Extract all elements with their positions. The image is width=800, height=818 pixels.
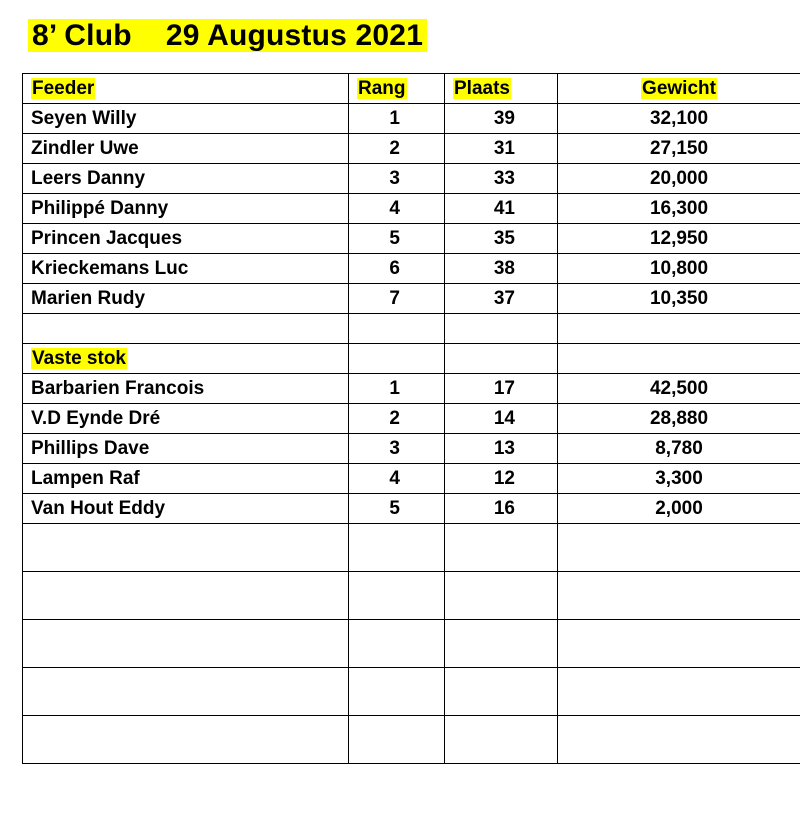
- rang-cell-text: 1: [389, 108, 400, 129]
- table-row: [23, 104, 800, 134]
- rang-cell-text: 7: [389, 288, 400, 309]
- plaats-cell: [445, 254, 558, 284]
- name-cell-text: Barbarien Francois: [31, 378, 205, 399]
- empty-row: [23, 524, 800, 572]
- rang-cell-text: 5: [389, 228, 400, 249]
- rang-cell-text: 3: [389, 438, 400, 459]
- name-cell-text: Seyen Willy: [31, 108, 137, 129]
- rang-cell-text: 2: [389, 138, 400, 159]
- name-cell: [23, 494, 349, 524]
- rang-cell-text: 5: [389, 498, 400, 519]
- rang-cell: [349, 572, 445, 620]
- rang-cell: [349, 104, 445, 134]
- gewicht-cell-text: 28,880: [649, 408, 709, 429]
- name-cell: [23, 524, 349, 572]
- section-label: [23, 344, 349, 374]
- plaats-cell-text: 31: [493, 138, 515, 159]
- name-cell: [23, 224, 349, 254]
- gewicht-cell-text: 32,100: [649, 108, 709, 129]
- rang-cell: [349, 716, 445, 764]
- name-cell: [23, 254, 349, 284]
- name-cell: [23, 164, 349, 194]
- name-cell: [23, 104, 349, 134]
- plaats-cell-text: 13: [493, 438, 515, 459]
- name-cell: [23, 716, 349, 764]
- gewicht-cell-text: 8,780: [655, 438, 703, 459]
- section-row: [23, 344, 800, 374]
- gewicht-cell: [558, 254, 800, 284]
- name-cell: [23, 572, 349, 620]
- page-title-text: 8’ Club 29 Augustus 2021: [28, 19, 427, 52]
- table-row: [23, 254, 800, 284]
- results-table: [22, 73, 800, 764]
- rang-cell: [349, 374, 445, 404]
- plaats-cell: [445, 134, 558, 164]
- gewicht-cell-text: 27,150: [649, 138, 709, 159]
- gewicht-cell-text: 42,500: [649, 378, 709, 399]
- gewicht-cell: [558, 434, 800, 464]
- gewicht-cell: [558, 134, 800, 164]
- rang-cell-text: 1: [389, 378, 400, 399]
- name-cell: [23, 464, 349, 494]
- gewicht-cell: [558, 224, 800, 254]
- header-plaats: [445, 74, 558, 104]
- plaats-cell-text: 38: [493, 258, 515, 279]
- gewicht-cell: [558, 104, 800, 134]
- name-cell-text: Leers Danny: [31, 168, 146, 189]
- plaats-cell: [445, 572, 558, 620]
- rang-cell: [349, 314, 445, 344]
- name-cell-text: Zindler Uwe: [31, 138, 139, 159]
- rang-cell: [349, 164, 445, 194]
- rang-cell: [349, 464, 445, 494]
- header-feeder-label: Feeder: [32, 78, 95, 99]
- gewicht-cell: [558, 716, 800, 764]
- rang-cell: [349, 224, 445, 254]
- empty-row: [23, 668, 800, 716]
- gewicht-cell-text: 12,950: [649, 228, 709, 249]
- plaats-cell-text: 14: [493, 408, 515, 429]
- gewicht-cell: [558, 524, 800, 572]
- plaats-cell-text: 39: [493, 108, 515, 129]
- gewicht-cell: [558, 374, 800, 404]
- plaats-cell: [445, 434, 558, 464]
- empty-row: [23, 716, 800, 764]
- plaats-cell-text: 17: [493, 378, 515, 399]
- gewicht-cell: [558, 194, 800, 224]
- gewicht-cell-text: 20,000: [649, 168, 709, 189]
- name-cell-text: V.D Eynde Dré: [31, 408, 161, 429]
- header-gewicht: [558, 74, 800, 104]
- empty-row: [23, 620, 800, 668]
- rang-cell: [349, 494, 445, 524]
- gewicht-cell: [558, 620, 800, 668]
- header-rang-label: Rang: [358, 78, 406, 99]
- gewicht-cell: [558, 464, 800, 494]
- plaats-cell: [445, 524, 558, 572]
- header-rang: [349, 74, 445, 104]
- table-row: [23, 464, 800, 494]
- table-row: [23, 494, 800, 524]
- name-cell-text: Philippé Danny: [31, 198, 169, 219]
- rang-cell: [349, 620, 445, 668]
- rang-cell: [349, 194, 445, 224]
- name-cell: [23, 374, 349, 404]
- name-cell-text: Van Hout Eddy: [31, 498, 166, 519]
- plaats-cell-text: 33: [493, 168, 515, 189]
- table-row: [23, 134, 800, 164]
- page-title: [28, 14, 427, 60]
- rang-cell-text: 2: [389, 408, 400, 429]
- name-cell-text: Lampen Raf: [31, 468, 140, 489]
- name-cell-text: Krieckemans Luc: [31, 258, 189, 279]
- plaats-cell-text: 12: [493, 468, 515, 489]
- table-row: [23, 164, 800, 194]
- name-cell-text: Princen Jacques: [31, 228, 183, 249]
- rang-cell-text: 4: [389, 198, 400, 219]
- plaats-cell: [445, 194, 558, 224]
- gewicht-cell: [558, 284, 800, 314]
- rang-cell: [349, 344, 445, 374]
- plaats-cell-text: 41: [493, 198, 515, 219]
- table-row: [23, 194, 800, 224]
- plaats-cell: [445, 314, 558, 344]
- name-cell-text: Phillips Dave: [31, 438, 150, 459]
- gewicht-cell: [558, 572, 800, 620]
- plaats-cell: [445, 716, 558, 764]
- name-cell: [23, 314, 349, 344]
- name-cell: [23, 620, 349, 668]
- gewicht-cell-text: 10,350: [649, 288, 709, 309]
- plaats-cell: [445, 374, 558, 404]
- gewicht-cell-text: 3,300: [655, 468, 703, 489]
- rang-cell: [349, 434, 445, 464]
- empty-row: [23, 314, 800, 344]
- rang-cell-text: 6: [389, 258, 400, 279]
- gewicht-cell-text: 10,800: [649, 258, 709, 279]
- rang-cell: [349, 524, 445, 572]
- name-cell: [23, 434, 349, 464]
- plaats-cell: [445, 620, 558, 668]
- plaats-cell: [445, 464, 558, 494]
- plaats-cell: [445, 344, 558, 374]
- name-cell: [23, 404, 349, 434]
- rang-cell: [349, 668, 445, 716]
- plaats-cell-text: 16: [493, 498, 515, 519]
- header-row: [23, 74, 800, 104]
- rang-cell: [349, 254, 445, 284]
- gewicht-cell: [558, 164, 800, 194]
- plaats-cell: [445, 104, 558, 134]
- gewicht-cell: [558, 314, 800, 344]
- name-cell: [23, 668, 349, 716]
- plaats-cell-text: 37: [493, 288, 515, 309]
- plaats-cell: [445, 284, 558, 314]
- gewicht-cell: [558, 494, 800, 524]
- name-cell: [23, 194, 349, 224]
- plaats-cell: [445, 164, 558, 194]
- table-row: [23, 284, 800, 314]
- table-row: [23, 404, 800, 434]
- rang-cell: [349, 134, 445, 164]
- gewicht-cell: [558, 344, 800, 374]
- empty-row: [23, 572, 800, 620]
- gewicht-cell-text: 2,000: [655, 498, 703, 519]
- plaats-cell: [445, 224, 558, 254]
- rang-cell-text: 3: [389, 168, 400, 189]
- name-cell-text: Marien Rudy: [31, 288, 146, 309]
- header-plaats-label: Plaats: [454, 78, 510, 99]
- section-label-text: Vaste stok: [32, 348, 126, 369]
- gewicht-cell: [558, 404, 800, 434]
- table-row: [23, 434, 800, 464]
- header-feeder: [23, 74, 349, 104]
- rang-cell-text: 4: [389, 468, 400, 489]
- name-cell: [23, 134, 349, 164]
- table-row: [23, 374, 800, 404]
- plaats-cell: [445, 494, 558, 524]
- gewicht-cell-text: 16,300: [649, 198, 709, 219]
- plaats-cell: [445, 668, 558, 716]
- plaats-cell-text: 35: [493, 228, 515, 249]
- gewicht-cell: [558, 668, 800, 716]
- rang-cell: [349, 284, 445, 314]
- table-row: [23, 224, 800, 254]
- plaats-cell: [445, 404, 558, 434]
- header-gewicht-label: Gewicht: [642, 78, 716, 99]
- rang-cell: [349, 404, 445, 434]
- name-cell: [23, 284, 349, 314]
